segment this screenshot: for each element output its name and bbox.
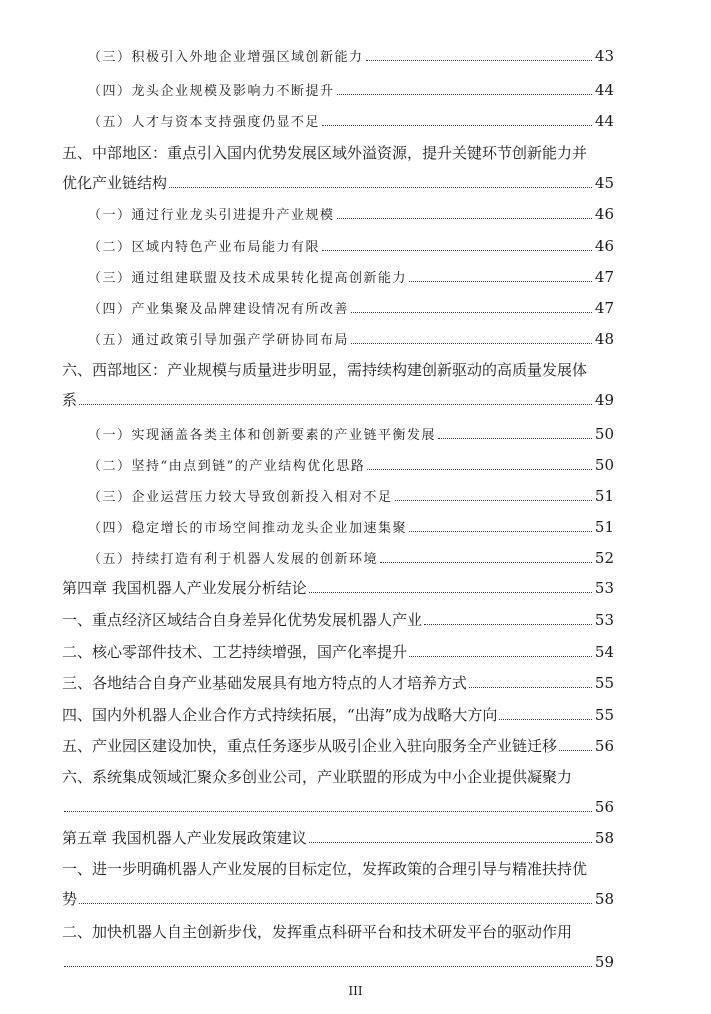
toc-entry-text: 第五章 我国机器人产业发展政策建议: [62, 829, 307, 847]
toc-page-number: 47: [594, 299, 614, 317]
toc-entry[interactable]: [62, 578, 614, 598]
dot-leader: [64, 966, 592, 967]
dot-leader: [64, 811, 592, 812]
toc-entry[interactable]: [62, 767, 614, 817]
dot-leader: [79, 903, 592, 904]
dot-leader: [322, 250, 592, 251]
toc-entry-text: （四）龙头企业规模及影响力不断提升: [88, 84, 335, 99]
toc-page-number: 58: [594, 829, 614, 847]
toc-entry[interactable]: [62, 736, 614, 756]
dot-leader: [309, 842, 592, 843]
toc-entry[interactable]: [62, 828, 614, 848]
toc-page-number: 55: [594, 674, 614, 692]
toc-entry-text: （五）持续打造有利于机器人发展的创新环境: [88, 552, 379, 567]
toc-entry-text: 五、产业园区建设加快，重点任务逐步从吸引企业入驻向服务全产业链迁移: [62, 737, 558, 755]
toc-page-number: 58: [594, 890, 614, 908]
toc-page-number: 52: [594, 549, 614, 567]
toc-page-number: 53: [594, 611, 614, 629]
toc-entry-text-cont: 势: [62, 890, 78, 908]
toc-entry-text: 四、国内外机器人企业合作方式持续拓展，“出海”成为战略大方向: [62, 706, 498, 724]
toc-page-number: 50: [594, 425, 614, 443]
toc-entry[interactable]: [88, 486, 614, 506]
toc-entry[interactable]: [88, 548, 614, 568]
dot-leader: [322, 125, 592, 126]
toc-entry-text: （一）通过行业龙头引进提升产业规模: [88, 208, 335, 223]
toc-entry[interactable]: [62, 859, 614, 909]
dot-leader: [409, 281, 592, 282]
toc-page-number: 46: [594, 205, 614, 223]
toc-entry-text: 五、中部地区：重点引入国内优势发展区域外溢资源，提升关键环节创新能力并: [62, 144, 588, 162]
dot-leader: [367, 469, 592, 470]
dot-leader: [559, 750, 592, 751]
toc-entry-text: 二、加快机器人自主创新步伐，发挥重点科研平台和技术研发平台的驱动作用: [62, 923, 573, 941]
toc-page-number: 54: [594, 643, 614, 661]
dot-leader: [351, 343, 592, 344]
dot-leader: [409, 656, 592, 657]
toc-page-number: 44: [594, 81, 614, 99]
toc-entry-text: 一、进一步明确机器人产业发展的目标定位，发挥政策的合理引导与精准扶持优: [62, 860, 588, 878]
toc-entry-text: 二、核心零部件技术、工艺持续增强，国产化率提升: [62, 643, 408, 661]
toc-entry-text: （五）通过政策引导加强产学研协同布局: [88, 333, 350, 348]
toc-entry[interactable]: [88, 329, 614, 349]
dot-leader: [438, 438, 592, 439]
toc-entry-text: 六、系统集成领域汇聚众多创业公司，产业联盟的形成为中小企业提供凝聚力: [62, 768, 573, 786]
dot-leader: [366, 60, 592, 61]
toc-page-number: 51: [594, 518, 614, 536]
toc-page-number: 50: [594, 456, 614, 474]
toc-entry-text: （一）实现涵盖各类主体和创新要素的产业链平衡发展: [88, 428, 437, 443]
toc-entry[interactable]: [88, 298, 614, 318]
toc-page-number: 44: [594, 112, 614, 130]
dot-leader: [351, 312, 592, 313]
toc-entry[interactable]: [62, 610, 614, 630]
toc-entry-text-cont: 优化产业链结构: [62, 174, 168, 192]
toc-entry[interactable]: [62, 360, 614, 410]
toc-entry-text: （五）人才与资本支持强度仍显不足: [88, 115, 321, 130]
toc-page-number: 56: [594, 798, 614, 816]
dot-leader: [469, 687, 592, 688]
toc-entry[interactable]: [88, 424, 614, 444]
toc-entry[interactable]: [88, 46, 614, 66]
dot-leader: [309, 592, 592, 593]
toc-entry[interactable]: [88, 267, 614, 287]
toc-entry-text: （三）积极引入外地企业增强区域创新能力: [88, 50, 364, 65]
toc-entry-text: （三）企业运营压力较大导致创新投入相对不足: [88, 490, 393, 505]
dot-leader: [424, 624, 592, 625]
toc-entry[interactable]: [62, 143, 614, 193]
dot-leader: [380, 562, 592, 563]
toc-entry[interactable]: [62, 922, 614, 972]
toc-entry[interactable]: [62, 673, 614, 693]
dot-leader: [337, 94, 592, 95]
dot-leader: [337, 218, 592, 219]
toc-page-number: 48: [594, 330, 614, 348]
toc-entry[interactable]: [88, 455, 614, 475]
toc-page-number: 46: [594, 237, 614, 255]
toc-page-number: 55: [594, 706, 614, 724]
toc-entry[interactable]: [88, 517, 614, 537]
toc-entry-text: （四）稳定增长的市场空间推动龙头企业加速集聚: [88, 521, 408, 536]
toc-entry-text-cont: 系: [62, 391, 78, 409]
dot-leader: [79, 404, 592, 405]
toc-page-number: 49: [594, 391, 614, 409]
dot-leader: [395, 500, 592, 501]
toc-entry-text: 三、各地结合自身产业基础发展具有地方特点的人才培养方式: [62, 674, 468, 692]
toc-entry[interactable]: [62, 705, 614, 725]
toc-entry[interactable]: [88, 204, 614, 224]
toc-page-number: 43: [594, 47, 614, 65]
toc-entry[interactable]: [88, 111, 614, 131]
toc-entry-text: 六、西部地区：产业规模与质量进步明显，需持续构建创新驱动的高质量发展体: [62, 361, 588, 379]
toc-page-number: 59: [594, 953, 614, 971]
toc-entry[interactable]: [88, 80, 614, 100]
toc-page-number: 45: [594, 174, 614, 192]
dot-leader: [409, 531, 592, 532]
toc-page-number: 56: [594, 737, 614, 755]
toc-entry-text: （三）通过组建联盟及技术成果转化提高创新能力: [88, 271, 408, 286]
page-footer-number: III: [348, 984, 363, 998]
toc-entry-text: （二）坚持“由点到链”的产业结构优化思路: [88, 459, 366, 474]
dot-leader: [499, 719, 592, 720]
dot-leader: [169, 187, 592, 188]
toc-entry-text: 一、重点经济区域结合自身差异化优势发展机器人产业: [62, 611, 423, 629]
toc-page-number: 53: [594, 579, 614, 597]
toc-entry-text: 第四章 我国机器人产业发展分析结论: [62, 579, 307, 597]
toc-entry-text: （二）区域内特色产业布局能力有限: [88, 240, 321, 255]
toc-page-number: 47: [594, 268, 614, 286]
toc-page-number: 51: [594, 487, 614, 505]
toc-entry[interactable]: [62, 642, 614, 662]
toc-entry-text: （四）产业集聚及品牌建设情况有所改善: [88, 302, 350, 317]
toc-entry[interactable]: [88, 236, 614, 256]
